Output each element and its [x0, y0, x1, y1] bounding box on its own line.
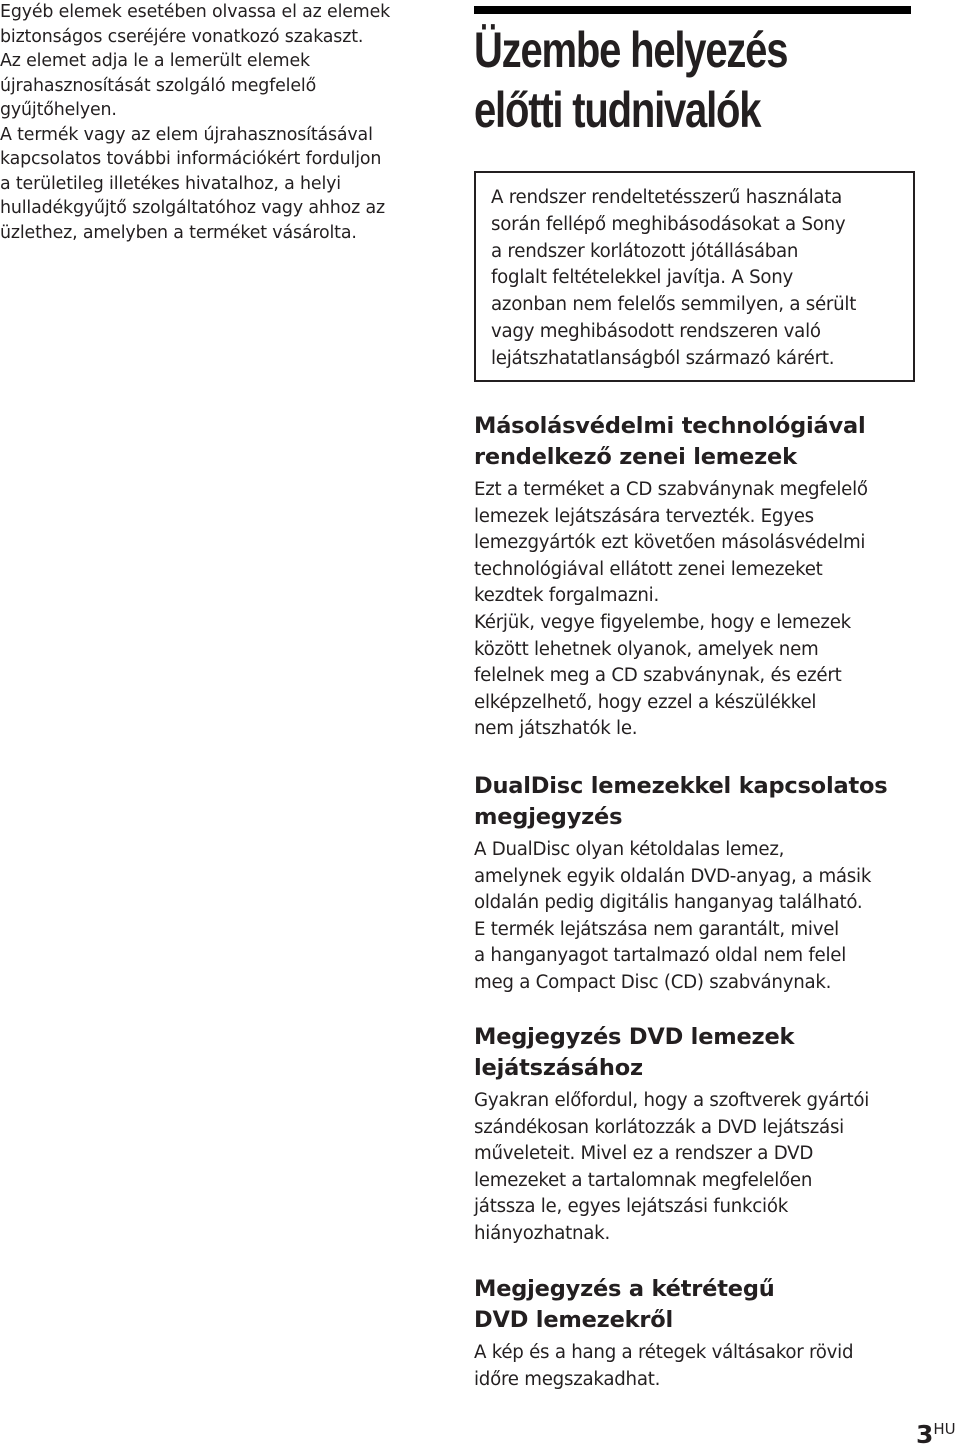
text-line: A termék vagy az elem újrahasznosításával	[0, 124, 373, 145]
text-line: elképzelhető, hogy ezzel a készülékkel	[474, 691, 817, 713]
text-line: hiányozhatnak.	[474, 1222, 610, 1244]
text-line: meg a Compact Disc (CD) szabványnak.	[474, 971, 832, 993]
heading-line: Másolásvédelmi technológiával	[474, 413, 866, 439]
text-line: üzlethez, amelyben a terméket vásárolta.	[0, 222, 357, 243]
heading-line: rendelkező zenei lemezek	[474, 444, 797, 470]
text-line: lemezgyártók ezt követően másolásvédelmi	[474, 532, 866, 554]
text-line: a hanganyagot tartalmazó oldal nem felel	[474, 945, 847, 967]
text-line: E termék lejátszása nem garantált, mivel	[474, 918, 839, 940]
text-line: a rendszer korlátozott jótállásában	[491, 240, 799, 262]
text-line: a területileg illetékes hivatalhoz, a helyi	[0, 173, 341, 194]
text-line: A DualDisc olyan kétoldalas lemez,	[474, 839, 785, 860]
section-heading	[474, 771, 924, 833]
page-title-line-1: Üzembe helyezés	[474, 22, 788, 78]
page-title-line-2: előtti tudnivalók	[474, 82, 761, 138]
section-paragraph	[474, 610, 924, 743]
text-line: időre megszakadhat.	[474, 1368, 661, 1390]
left-column	[0, 0, 400, 245]
recycling-info-paragraph	[0, 123, 400, 246]
text-line: oldalán pedig digitális hanganyag található.	[474, 892, 863, 914]
text-line: Gyakran előfordul, hogy a szoftverek gyártói	[474, 1090, 870, 1111]
text-line: Ezt a terméket a CD szabványnak megfelelő	[474, 479, 868, 500]
text-line: gyűjtőhelyen.	[0, 100, 117, 120]
dual-layer-dvd-section	[474, 1274, 924, 1393]
text-line: foglalt feltételekkel javítja. A Sony	[491, 267, 794, 289]
header-rule	[474, 6, 911, 14]
text-line: Egyéb elemek esetében olvassa el az elemek	[0, 2, 391, 22]
text-line: biztonságos cseréjére vonatkozó szakaszt.	[0, 26, 364, 47]
dualdisc-section	[474, 771, 924, 997]
text-line: hulladékgyűjtő szolgáltatóhoz vagy ahhoz az	[0, 198, 385, 218]
section-heading	[474, 1022, 924, 1084]
heading-line: Megjegyzés a kétrétegű	[474, 1276, 775, 1302]
text-line: A rendszer rendeltetésszerű használata	[491, 187, 843, 208]
heading-line: DualDisc lemezekkel kapcsolatos	[474, 773, 888, 799]
text-line: között lehetnek olyanok, amelyek nem	[474, 638, 819, 660]
text-line: kapcsolatos további információkért forduljon	[0, 149, 382, 169]
text-line: A kép és a hang a rétegek váltásakor rövid	[474, 1342, 854, 1363]
battery-disposal-paragraph	[0, 0, 400, 123]
text-line: Kérjük, vegye figyelembe, hogy e lemezek	[474, 611, 851, 633]
section-heading	[474, 411, 924, 473]
heading-line: lejátszásához	[474, 1055, 643, 1081]
text-line: során fellépő meghibásodásokat a Sony	[491, 213, 846, 235]
dvd-playback-section	[474, 1022, 924, 1248]
page-number	[916, 1414, 956, 1450]
text-line: újrahasznosítását szolgáló megfelelő	[0, 75, 317, 96]
text-line: kezdtek forgalmazni.	[474, 585, 660, 607]
text-line: játssza le, egyes lejátszási funkciók	[474, 1196, 789, 1218]
text-line: felelnek meg a CD szabványnak, és ezért	[474, 665, 842, 687]
text-line: lemezek lejátszására tervezték. Egyes	[474, 505, 814, 527]
copy-protection-section	[474, 411, 924, 743]
section-paragraph	[474, 1340, 924, 1393]
text-line: Az elemet adja le a lemerült elemek	[0, 51, 310, 71]
heading-line: Megjegyzés DVD lemezek	[474, 1024, 795, 1050]
page-title	[474, 20, 826, 140]
text-line: műveleteit. Mivel ez a rendszer a DVD	[474, 1143, 814, 1165]
heading-line: DVD lemezekről	[474, 1307, 674, 1333]
page-number-value: 3	[916, 1420, 934, 1449]
text-line: lejátszhatatlanságból származó kárért.	[491, 347, 835, 369]
heading-line: megjegyzés	[474, 804, 623, 830]
text-line: lemezeket a tartalomnak megfelelően	[474, 1169, 813, 1191]
warranty-notice-text	[491, 185, 898, 373]
text-line: vagy meghibásodott rendszeren való	[491, 320, 821, 342]
page-language-code: HU	[933, 1420, 956, 1438]
section-paragraph	[474, 1088, 924, 1248]
text-line: nem játszhatók le.	[474, 718, 638, 740]
text-line: azonban nem felelős semmilyen, a sérült	[491, 294, 857, 316]
text-line: amelynek egyik oldalán DVD-anyag, a másik	[474, 865, 872, 887]
section-paragraph	[474, 837, 924, 997]
text-line: technológiával ellátott zenei lemezeket	[474, 558, 823, 580]
text-line: szándékosan korlátozzák a DVD lejátszási	[474, 1116, 844, 1138]
section-heading	[474, 1274, 924, 1336]
warranty-notice-box	[474, 171, 915, 382]
section-paragraph	[474, 477, 924, 610]
